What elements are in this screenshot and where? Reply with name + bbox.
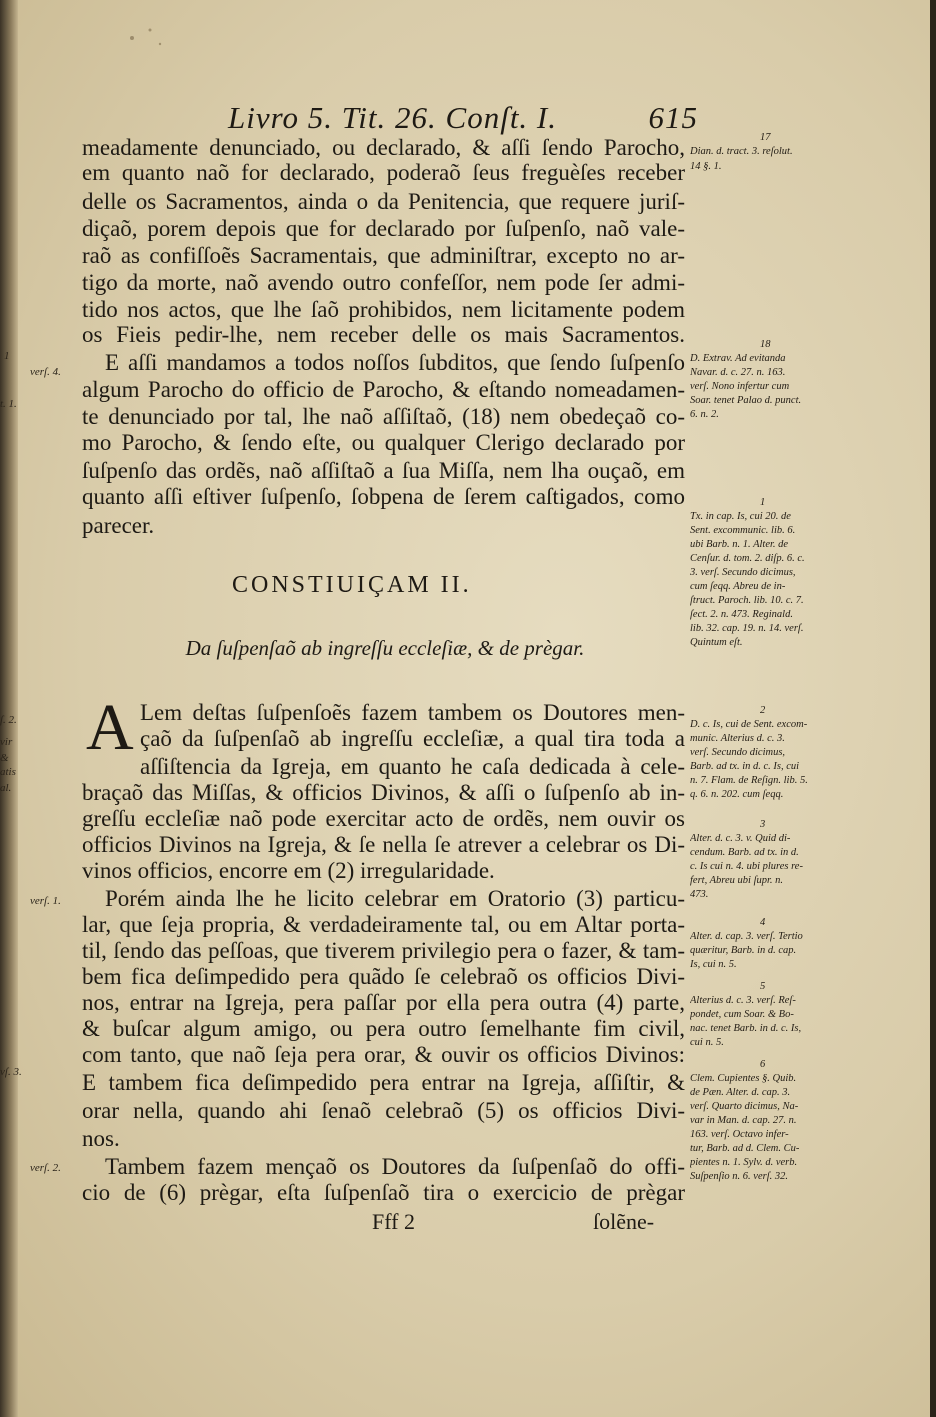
stain-mark [120,18,170,58]
note-number: 5 [760,981,766,992]
note-line: n. 7. Flam. de Reſign. lib. 5. [690,775,808,786]
note-line: Alter. d. c. 3. v. Quid di- [690,833,791,844]
note-line: pondet, cum Soar. & Bo- [690,1009,794,1020]
text-line: nos, entrar na Igreja, pera paſſar por ella pera outra (4) parte, [82,990,685,1015]
note-line: Navar. d. c. 27. n. 163. [690,367,786,378]
catchword: ſolẽne- [593,1209,655,1234]
text-line: quanto aſſi eſtiver ſuſpenſo, ſobpena de ſerem caſtigados, como [82,484,685,509]
note-line: Alter. d. cap. 3. verſ. Tertio [690,931,803,942]
text-line: E tambem fica deſimpedido pera entrar na Igreja, aſſiſtir, & [82,1070,685,1095]
text-line: aſſiſtencia da Igreja, em quanto he caſa dedicada à cele- [140,754,685,779]
note-line: pientes n. 1. Sylv. d. verb. [690,1157,798,1168]
text-line: lar, que ſeja propria, & verdadeiramente tal, ou em Altar porta- [82,912,685,937]
text-line: mo Parocho, & ſendo eſte, ou qualquer Clerigo declarado por [82,430,685,455]
note-line: 6. n. 2. [690,409,719,420]
text-line: parecer. [82,513,155,538]
note-number: 2 [760,705,766,716]
text-line: meadamente denunciado, ou declarado, & aſſi ſendo Parocho, [82,135,685,160]
note-line: 473. [690,889,709,900]
margin-fragment: t. 1. [0,398,17,410]
note-line: ſtruct. Paroch. lib. 10. c. 7. [690,595,804,606]
text-line: bem fica deſimpedido pera quãdo ſe celebraõ os officios Divi- [82,964,685,989]
text-line: Porém ainda lhe he licito celebrar em Oratorio (3) particu- [105,886,685,911]
margin-fragment: vir [0,736,13,748]
text-line: em quanto naõ for declarado, poderaõ ſeus freguèſes receber [82,160,685,185]
text-line: ſuſpenſo das ordẽs, naõ aſſiſtaõ a ſua Miſſa, nem lha ouçaõ, em [82,458,685,483]
text-line: cio de (6) prègar, eſta ſuſpenſaõ tira o exercicio de prègar [82,1180,685,1205]
note-line: 14 §. 1. [690,161,722,172]
note-number: 3 [760,819,766,830]
text-line: officios Divinos na Igreja, & ſe nella ſe atrever a celebrar os Di- [82,832,685,857]
text-line: algum Parocho do officio de Parocho, & eſtando nomeadamen- [82,377,685,402]
note-line: D. Extrav. Ad evitanda [690,353,786,364]
note-line: Quintum eſt. [690,637,743,648]
note-line: Barb. ad tx. in d. c. Is, cui [690,761,800,772]
note-line: cendum. Barb. ad tx. in d. [690,847,799,858]
note-line: 163. verſ. Octavo infer- [690,1129,789,1140]
note-number: 17 [760,132,771,143]
note-line: Soar. tenet Palao d. punct. [690,395,802,406]
page-number: 615 [648,100,698,135]
note-line: Clem. Cupientes §. Quib. [690,1073,797,1084]
note-line: var in Man. d. cap. 27. n. [690,1115,797,1126]
note-line: verſ. Secundo dicimus, [690,747,786,758]
note-line: munic. Alterius d. c. 3. [690,733,785,744]
note-line: 3. verſ. Secundo dicimus, [690,567,796,578]
note-line: verſ. Quarto dicimus, Na- [690,1101,799,1112]
drop-cap: A [86,691,134,764]
note-line: q. 6. n. 202. cum ſeqq. [690,789,784,800]
note-line: Tx. in cap. Is, cui 20. de [690,511,791,522]
margin-fragment: & [0,752,9,764]
text-line: diçaõ, porem depois que for declarado por ſuſpenſo, naõ vale- [82,216,685,241]
note-line: tur, Barb. ad d. Clem. Cu- [690,1143,800,1154]
page-edge [930,0,936,1417]
signature-mark: Fff 2 [372,1209,415,1234]
note-line: D. c. Is, cui de Sent. excom- [690,719,808,730]
text-line: orar nella, quando ahi ſenaõ celebraõ (5) os officios Divi- [82,1098,685,1123]
margin-fragment: al. [0,782,12,794]
section-subheading: Da ſuſpenſaõ ab ingreſſu eccleſiæ, & de prègar. [185,636,585,660]
text-line: te denunciado por tal, lhe naõ aſſiſtaõ, (18) nem obedeçaõ co- [82,404,685,429]
note-number: 4 [760,917,766,928]
note-line: lib. 32. cap. 19. n. 14. verſ. [690,623,804,634]
text-line: E aſſi mandamos a todos noſſos ſubditos, que ſendo ſuſpenſo [105,350,685,375]
note-line: Cenſur. d. tom. 2. diſp. 6. c. [690,553,805,564]
note-line: cum ſeqq. Abreu de in- [690,581,786,592]
note-line: ubi Barb. n. 1. Alter. de [690,539,789,550]
text-line: Tambem fazem mençaõ os Doutores da ſuſpenſaõ do offi- [105,1154,685,1179]
text-line: raõ as confiſſoẽs Sacramentais, que adminiſtrar, excepto no ar- [82,243,685,268]
margin-fragment: ſ. 2. [0,714,17,726]
margin-ref-vers2: verſ. 2. [30,1162,61,1174]
note-number: 1 [760,497,766,508]
running-title: Livro 5. Tit. 26. Conſt. I. [228,100,558,135]
text-line: delle os Sacramentos, ainda o da Penitencia, que requere juriſ- [82,189,685,214]
note-line: cui n. 5. [690,1037,724,1048]
note-number: 6 [760,1059,766,1070]
note-line: Sent. excommunic. lib. 6. [690,525,796,536]
text-line: com tanto, que naõ ſeja pera orar, & ouvir os officios Divinos: [82,1042,685,1067]
text-line: braçaõ das Miſſas, & officios Divinos, & aſſi o ſuſpenſo ab in- [82,780,685,805]
text-line: nos. [82,1126,120,1151]
text-line: tigo da morte, naõ avendo outro confeſſor, nem pode ſer admi- [82,270,685,295]
note-line: Alterius d. c. 3. verſ. Reſ- [690,995,796,1006]
note-line: Dian. d. tract. 3. reſolut. [690,146,793,157]
running-header [228,100,698,140]
note-line: Is, cui n. 5. [690,959,737,970]
margin-fragment: 1 [4,350,10,362]
text-line: vinos officios, encorre em (2) irregularidade. [82,858,495,883]
note-line: ſect. 2. n. 473. Reginald. [690,609,793,620]
binding-edge [0,0,18,1417]
note-line: nac. tenet Barb. in d. c. Is, [690,1023,802,1034]
text-line: çaõ da ſuſpenſaõ ab ingreſſu eccleſiæ, a qual tira toda a [140,726,685,751]
text-line: tido nos actos, que lhe ſaõ prohibidos, nem licitamente podem [82,297,685,322]
note-line: fert, Abreu ubi ſupr. n. [690,875,784,886]
text-line: greſſu eccleſiæ naõ pode exercitar acto de ordẽs, nem ouvir os [82,806,685,831]
text-line: til, ſendo das peſſoas, que tiverem privilegio pera o fazer, & tam- [82,938,685,963]
margin-fragment: vſ. 3. [0,1066,22,1078]
note-number: 18 [760,339,771,350]
margin-ref-vers4: verſ. 4. [30,366,61,378]
text-line: & buſcar algum amigo, ou pera outro ſemelhante fim civil, [82,1016,685,1041]
note-line: Suſpenſio n. 6. verſ. 32. [690,1171,788,1182]
note-line: de Pæn. Alter. d. cap. 3. [690,1087,791,1098]
margin-fragment: atis [0,766,16,778]
text-line: os Fieis pedir-lhe, nem receber delle os mais Sacramentos. [82,322,685,347]
note-line: quæritur, Barb. in d. cap. [690,945,797,956]
margin-ref-vers1: verſ. 1. [30,895,61,907]
section-heading: CONSTIUIÇAM II. [232,572,472,598]
text-line: Lem deſtas ſuſpenſoẽs fazem tambem os Doutores men- [140,700,685,725]
note-line: c. Is cui n. 4. ubi plures re- [690,861,803,872]
note-line: verſ. Nono infertur cum [690,381,790,392]
